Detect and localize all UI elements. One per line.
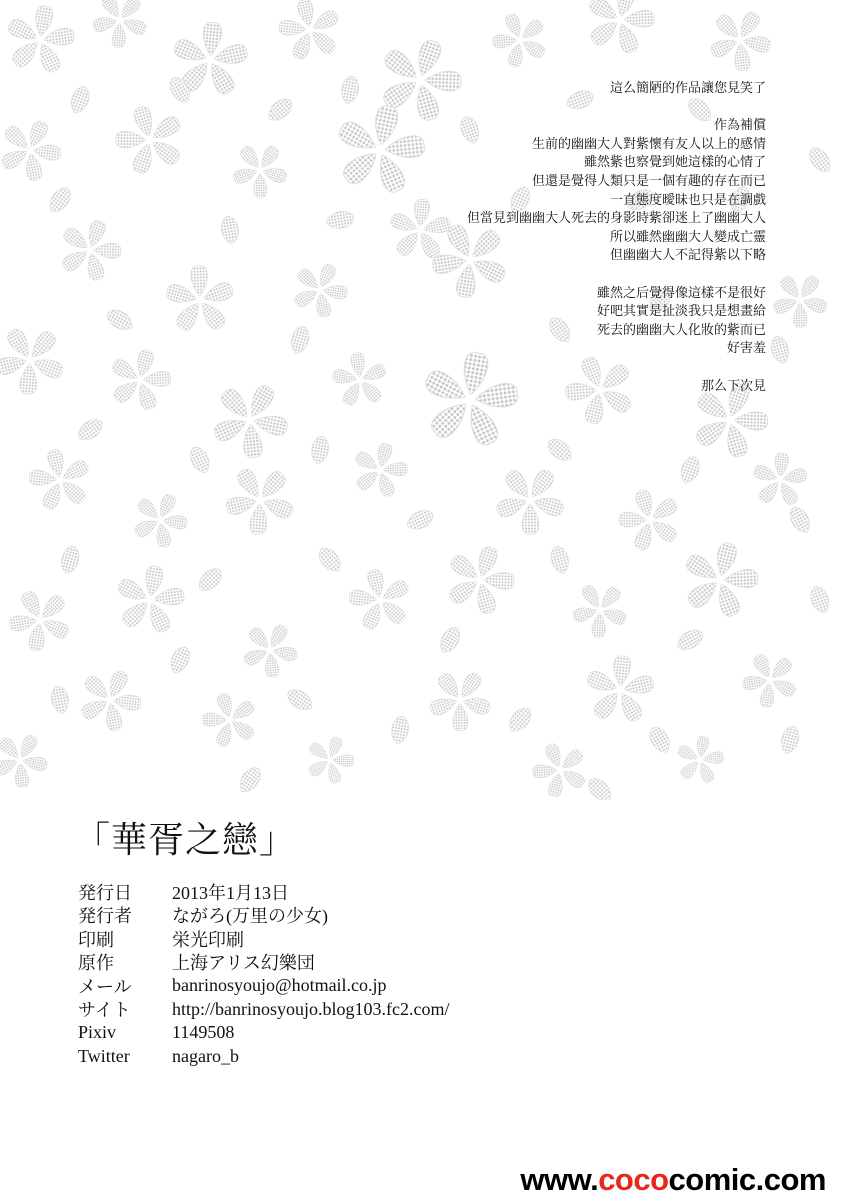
sakura-flower-icon: [157, 255, 244, 344]
sakura-petal-icon: [389, 715, 410, 745]
colophon-value: 栄光印刷: [172, 929, 244, 950]
watermark-accent: coco: [598, 1162, 669, 1197]
book-title: 「華胥之戀」: [74, 820, 297, 861]
colophon-key: Pixiv: [78, 1022, 117, 1043]
watermark-suffix: comic.com: [668, 1162, 826, 1197]
afterword-line: [467, 359, 766, 378]
sakura-flower-icon: [608, 477, 693, 563]
sakura-flower-icon: [50, 210, 130, 288]
sakura-flower-icon: [233, 612, 308, 686]
sakura-petal-icon: [67, 84, 92, 116]
sakura-petal-icon: [786, 504, 814, 537]
afterword-line: 一直態度曖昧也只是在調戲: [609, 192, 766, 208]
sakura-petal-icon: [309, 435, 330, 465]
sakura-flower-icon: [82, 0, 159, 58]
sakura-flower-icon: [346, 436, 414, 502]
colophon-value: 1149508: [172, 1022, 235, 1043]
sakura-petal-icon: [187, 444, 214, 476]
colophon-row: [78, 1045, 449, 1069]
afterword-line: 那么下次見: [700, 378, 766, 394]
sakura-petal-icon: [264, 95, 296, 126]
sakura-flower-icon: [0, 311, 79, 407]
sakura-flower-icon: [222, 132, 299, 208]
sakura-petal-icon: [674, 626, 707, 654]
sakura-flower-icon: [0, 576, 84, 663]
sakura-petal-icon: [436, 624, 464, 657]
sakura-petal-icon: [677, 454, 702, 486]
colophon-row: [78, 904, 449, 928]
sakura-flower-icon: [19, 437, 103, 522]
afterword-note: [467, 80, 766, 396]
sakura-flower-icon: [522, 731, 599, 800]
colophon-row: [78, 880, 449, 904]
sakura-flower-icon: [436, 536, 525, 623]
sakura-petal-icon: [104, 306, 137, 334]
sakura-flower-icon: [483, 452, 579, 547]
sakura-flower-icon: [325, 343, 397, 416]
site-watermark: [520, 1162, 826, 1198]
colophon-key: サイト: [78, 1000, 131, 1021]
afterword-line: 這么簡陋的作品讓您見笑了: [609, 81, 766, 96]
sakura-petal-icon: [284, 685, 316, 715]
sakura-flower-icon: [327, 97, 434, 201]
sakura-flower-icon: [698, 0, 783, 81]
afterword-line: 死去的幽幽大人化妝的紫而已: [596, 322, 766, 338]
sakura-petal-icon: [58, 544, 81, 575]
sakura-petal-icon: [219, 215, 240, 245]
sakura-petal-icon: [288, 324, 311, 355]
colophon-table: [78, 880, 449, 1068]
sakura-petal-icon: [325, 209, 355, 230]
colophon-row: [78, 974, 449, 998]
afterword-line: [467, 99, 766, 118]
colophon-row: [78, 951, 449, 975]
colophon-row: [78, 927, 449, 951]
sakura-flower-icon: [762, 262, 839, 338]
sakura-flower-icon: [578, 0, 663, 60]
sakura-petal-icon: [768, 334, 791, 365]
sakura-flower-icon: [102, 342, 178, 416]
sakura-petal-icon: [235, 764, 265, 796]
sakura-flower-icon: [0, 722, 58, 796]
colophon-value: http://banrinosyoujo.blog103.fc2.com/: [172, 998, 450, 1019]
watermark-prefix: www.: [520, 1162, 599, 1197]
sakura-petal-icon: [584, 774, 615, 800]
afterword-line: 作為補償: [713, 118, 766, 134]
colophon-row: [78, 1021, 449, 1045]
afterword-line: 生前的幽幽大人對紫懷有友人以上的感情: [531, 136, 766, 152]
sakura-flower-icon: [284, 253, 357, 325]
sakura-petal-icon: [807, 584, 832, 616]
colophon-key: 発行者: [78, 906, 132, 927]
sakura-flower-icon: [69, 659, 152, 740]
sakura-petal-icon: [45, 184, 75, 216]
colophon-value: banrinosyoujo@hotmail.co.jp: [172, 975, 387, 996]
sakura-petal-icon: [339, 75, 360, 105]
afterword-line: 雖然紫也察覺到她這樣的心情了: [583, 155, 766, 171]
sakura-petal-icon: [74, 415, 106, 445]
sakura-petal-icon: [194, 564, 225, 595]
sakura-flower-icon: [0, 0, 80, 78]
sakura-flower-icon: [674, 534, 767, 625]
sakura-flower-icon: [0, 109, 72, 190]
sakura-flower-icon: [103, 92, 198, 188]
colophon-value: 上海アリス幻樂団: [172, 953, 315, 974]
afterword-line: 所以雖然幽幽大人變成亡靈: [609, 229, 766, 245]
sakura-flower-icon: [482, 1, 559, 78]
colophon-key: 印刷: [78, 929, 114, 950]
sakura-flower-icon: [750, 450, 811, 508]
colophon-row: [78, 998, 449, 1022]
sakura-petal-icon: [49, 685, 70, 715]
sakura-petal-icon: [167, 644, 194, 676]
sakura-petal-icon: [778, 724, 801, 755]
sakura-petal-icon: [646, 724, 674, 757]
sakura-flower-icon: [124, 483, 197, 555]
colophon-key: 発行日: [78, 882, 132, 903]
sakura-petal-icon: [548, 544, 571, 575]
colophon-key: 原作: [78, 953, 114, 974]
sakura-flower-icon: [193, 681, 269, 758]
afterword-line: 但還是覺得人類只是一個有趣的存在而已: [531, 173, 766, 189]
sakura-flower-icon: [212, 451, 309, 547]
sakura-flower-icon: [582, 653, 658, 726]
afterword-line: [467, 266, 766, 285]
sakura-flower-icon: [672, 732, 728, 786]
colophon-key: Twitter: [78, 1045, 130, 1066]
sakura-flower-icon: [386, 197, 454, 262]
afterword-line: 但幽幽大人不記得紫以下略: [609, 248, 766, 264]
sakura-petal-icon: [404, 507, 436, 534]
colophon-key: メール: [78, 976, 132, 997]
colophon-value: 2013年1月13日: [172, 882, 289, 903]
afterword-line: 但當見到幽幽大人死去的身影時紫卻迷上了幽幽大人: [466, 211, 766, 227]
colophon-value: nagaro_b: [172, 1045, 239, 1066]
afterword-line: 好吧其實是扯淡我只是想畫給: [596, 304, 766, 320]
sakura-flower-icon: [417, 657, 503, 742]
sakura-flower-icon: [299, 729, 361, 790]
sakura-flower-icon: [732, 641, 809, 718]
sakura-flower-icon: [339, 557, 423, 642]
sakura-flower-icon: [562, 571, 639, 648]
afterword-line: 雖然之后覺得像這樣不是很好: [596, 285, 766, 301]
colophon-value: ながろ(万里の少女): [172, 906, 328, 927]
afterword-line: 好害羞: [726, 341, 766, 357]
sakura-flower-icon: [199, 368, 302, 470]
sakura-petal-icon: [505, 704, 536, 736]
sakura-flower-icon: [269, 0, 353, 72]
sakura-flower-icon: [110, 560, 191, 638]
sakura-petal-icon: [544, 435, 576, 466]
sakura-petal-icon: [805, 144, 835, 176]
sakura-petal-icon: [315, 544, 346, 576]
